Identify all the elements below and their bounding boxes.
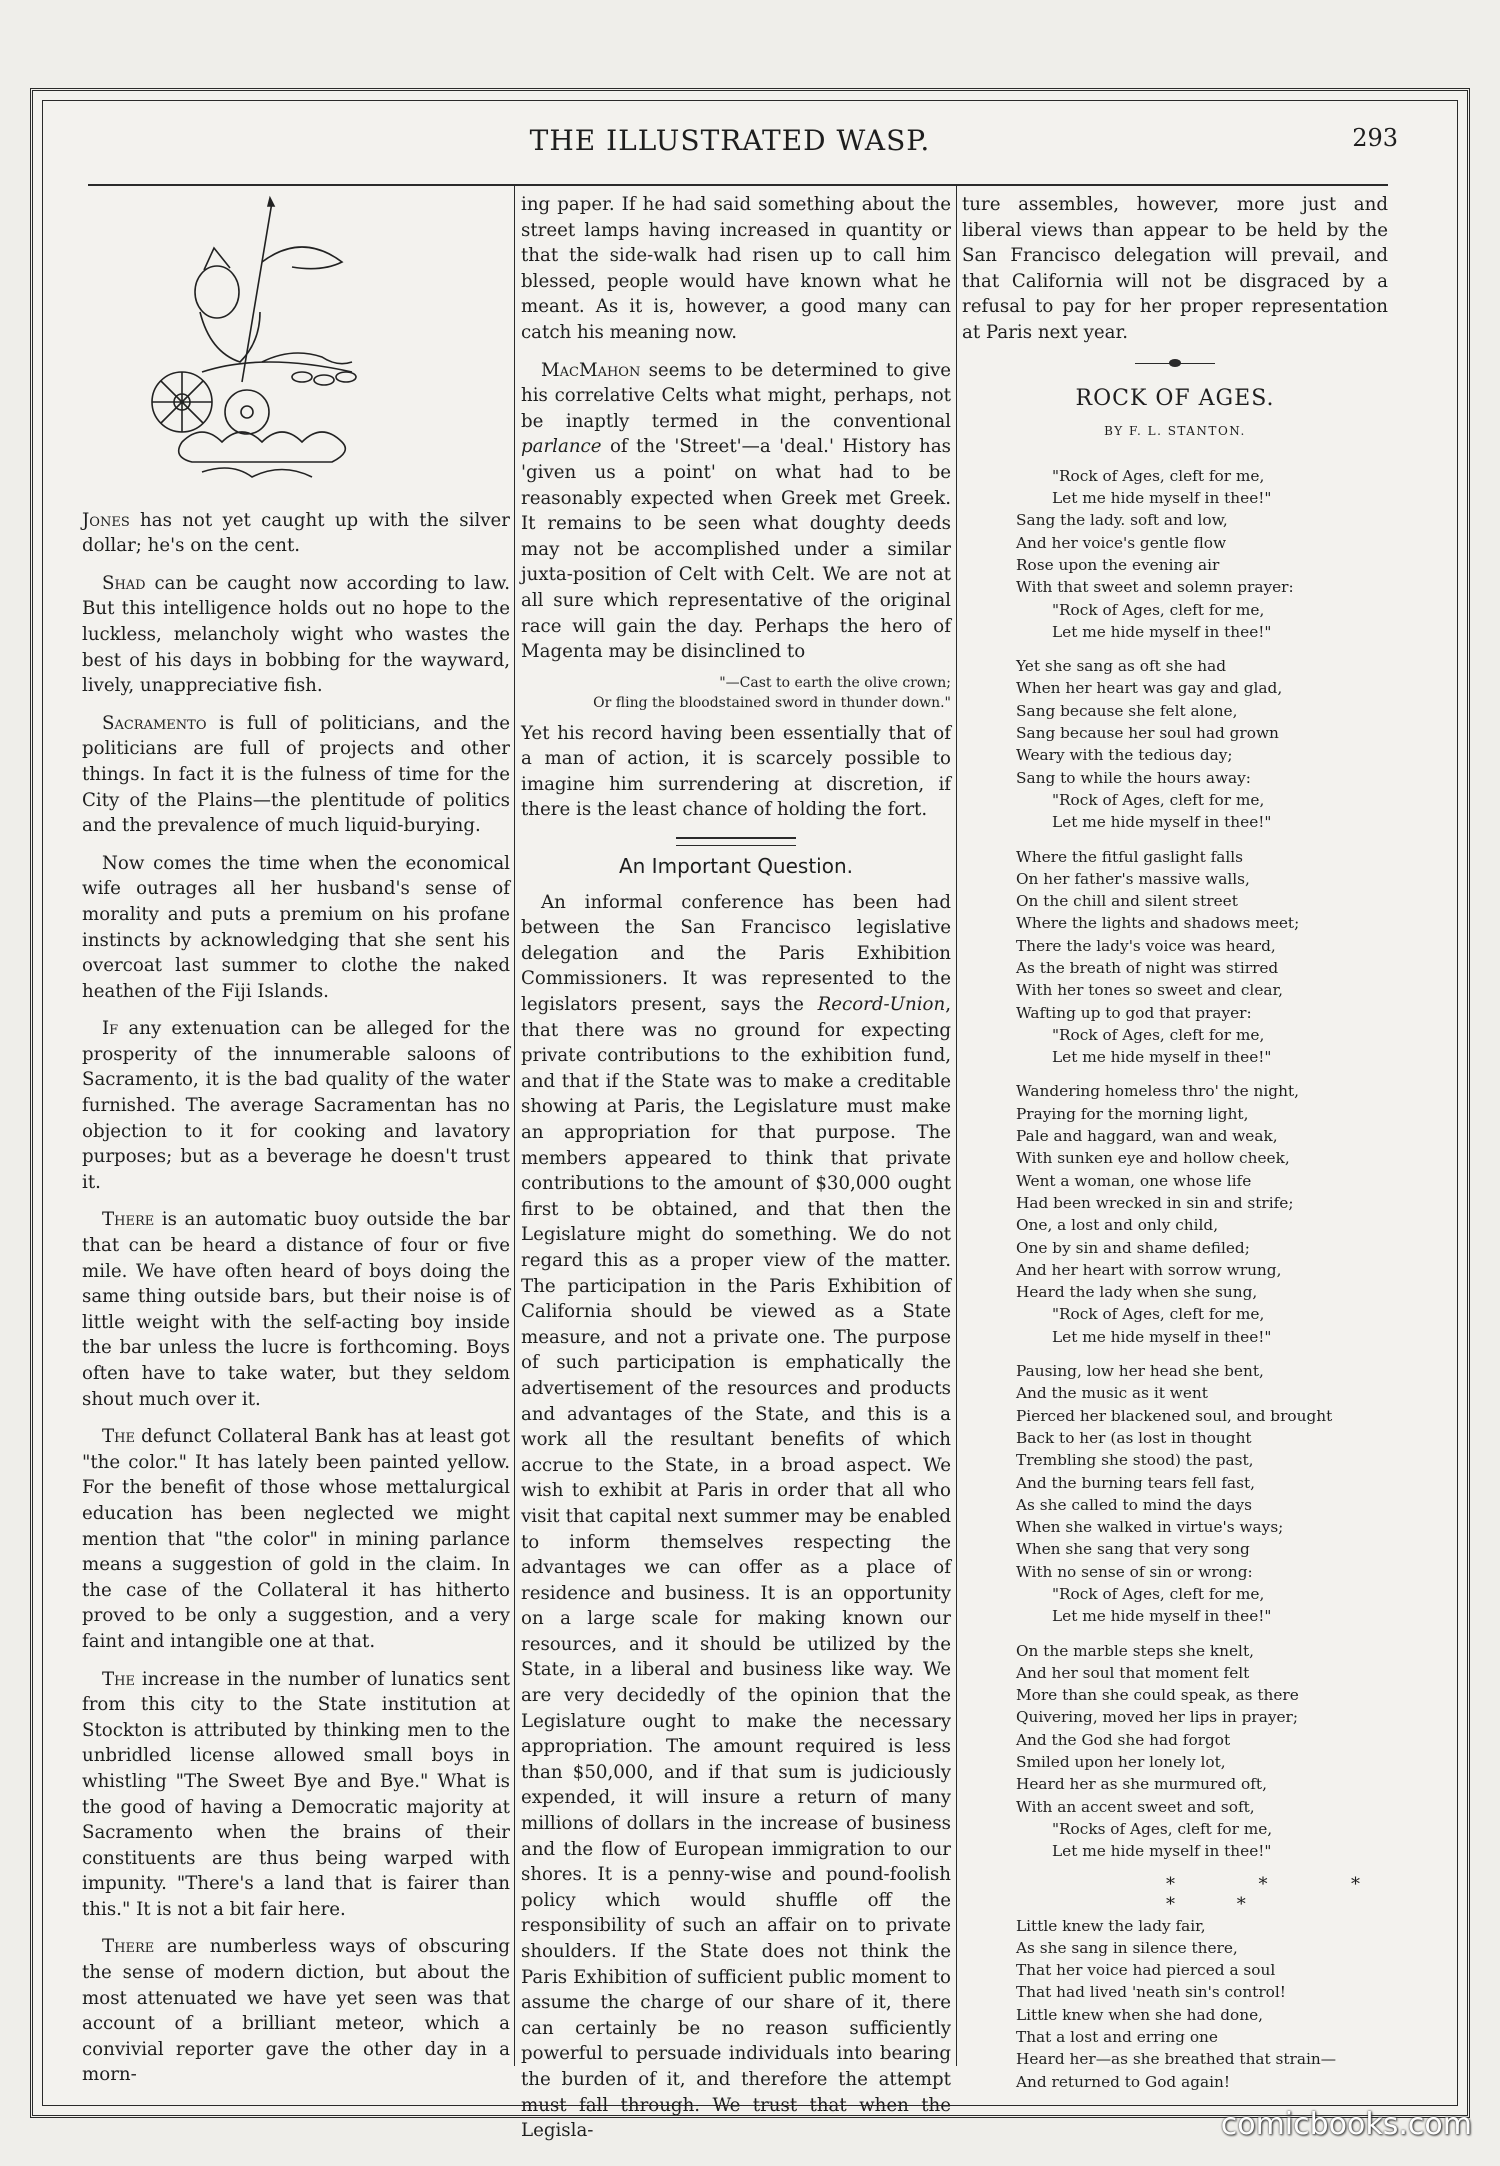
poem-line: Little knew the lady fair, (1016, 1916, 1206, 1935)
poem-line: Sang because her soul had grown (1016, 724, 1279, 743)
poem-line: Let me hide myself in thee!" (1052, 1048, 1272, 1067)
poem-line: When her heart was gay and glad, (1016, 679, 1283, 698)
paragraph-text: is full of politicians, and the politicians are full of projects and other things. In fact it is the fulness of time for the City of the Plains—the plentitude of politics and the prevalence of much liquid-burying. (82, 712, 510, 837)
poem-line: "Rocks of Ages, cleft for me, (1052, 1819, 1273, 1838)
poem-line: With an accent sweet and soft, (1016, 1797, 1255, 1816)
poem-line: With her tones so sweet and clear, (1016, 981, 1283, 1000)
poem-line: Pierced her blackened soul, and brought (1016, 1406, 1333, 1425)
poem-line: Heard her—as she breathed that strain— (1016, 2050, 1337, 2069)
poem-line: Let me hide myself in thee!" (1052, 622, 1272, 641)
poem-line: And her soul that moment felt (1016, 1663, 1250, 1682)
column-divider (956, 186, 957, 2066)
poem-line: Quivering, moved her lips in prayer; (1016, 1708, 1298, 1727)
poem-line: Back to her (as lost in thought (1016, 1428, 1252, 1447)
paragraph-text: comes the time when the economical wife outrages all her husband's sense of morality and puts a premium on his profane instincts by acknowledging that she sent his overcoat last summer to clothe the naked heathen of the Fiji Islands. (82, 852, 510, 1002)
poem-line: One by sin and shame defiled; (1016, 1238, 1250, 1257)
poem-line: Rose upon the evening air (1016, 555, 1220, 574)
poem-line: Wandering homeless thro' the night, (1016, 1082, 1299, 1101)
poem-line: That a lost and erring one (1016, 2028, 1218, 2047)
paragraph-text: is an automatic buoy outside the bar that can be heard a distance of four or five mile. We have often heard of boys doing the same thing outside bars, but their noise is of little weight with the self-acting boy inside the bar unless the lucre is forthcoming. Boys often have to take water, but they seldom shout much over it. (82, 1209, 510, 1410)
poem-stanza (1016, 655, 1388, 833)
poem-line: Smiled upon her lonely lot, (1016, 1753, 1226, 1772)
poem-line: When she sang that very song (1016, 1540, 1250, 1559)
poem-title: ROCK OF AGES. (1075, 385, 1275, 411)
poem-line: "Rock of Ages, cleft for me, (1052, 1585, 1265, 1603)
column-2 (521, 192, 951, 2156)
poem-line: "Rock of Ages, cleft for me, (1052, 1305, 1265, 1324)
chariot-illustration (142, 192, 372, 492)
paragraph-lead: There (102, 1209, 155, 1231)
poem-line: And the God she had forgot (1016, 1730, 1231, 1749)
paragraph-text: Yet his record having been essentially that of a man of action, it is scarcely possible to imagine him surrendering at discretion, if there is the least chance of holding the fort. (521, 722, 951, 821)
poem-line: "Rock of Ages, cleft for me, (1052, 1025, 1265, 1044)
poem-stanza (1016, 1360, 1388, 1628)
poem-line: Pausing, low her head she bent, (1016, 1362, 1264, 1381)
poem-line: On the marble steps she knelt, (1016, 1641, 1254, 1660)
poem-line: On the chill and silent street (1016, 892, 1238, 911)
continued-paragraph: ture assembles, however, more just and liberal views than appear to be held by the San Francisco delegation will prevail, and that California will not be disgraced by a refusal to pay for her proper representation at Paris next year. (962, 194, 1388, 343)
poem-line: "Rock of Ages, cleft for me, (1052, 790, 1265, 809)
poem-line: With that sweet and solemn prayer: (1016, 578, 1294, 597)
poem-line: Let me hide myself in thee!" (1052, 1327, 1272, 1346)
paragraph-lead: Now (102, 852, 145, 874)
header-rule (88, 184, 1388, 186)
masthead (60, 110, 1400, 170)
poem-line: Let me hide myself in thee!" (1052, 813, 1272, 832)
poem-line: "Rock of Ages, cleft for me, (1052, 466, 1265, 485)
article-heading: An Important Question. (618, 854, 854, 879)
paragraph-text: seems to be determined to give his correlative Celts what might, perhaps, not be inaptly termed in the conventional (521, 359, 951, 432)
poem-stanza (1016, 1915, 1388, 2093)
paragraph-text: defunct Collateral Bank has at least got "the color." It has lately been painted yellow. For the benefit of those whose mettalurgical education has been neglected we might mention that "the color" in mining parlance means a suggestion of gold in the claim. In the case of the Collateral it has hitherto proved to be only a suggestion, and a very faint and intangible one at that. (82, 1426, 510, 1652)
poem-body (962, 465, 1388, 2093)
poem-line: Sang because she felt alone, (1016, 701, 1238, 720)
paragraph-text: of the 'Street'—a 'deal.' History has 'given us a point' on what had to be reasonably expected when Greek met Greek. It remains to be seen what doughty deeds may not be accomplished under a similar juxta-position of Celt with Celt. We are not at all sure which representative of the original race will gain the day. Perhaps the hero of Magenta may be disinclined to (521, 436, 951, 663)
article-body (521, 890, 951, 2144)
verse-quote (521, 673, 951, 713)
poem-line: Where the fitful gaslight falls (1016, 847, 1244, 866)
poem-line: When she walked in virtue's ways; (1016, 1518, 1284, 1537)
paragraph-lead: If (102, 1018, 119, 1040)
paragraph-lead: Sacramento (102, 712, 207, 734)
poem-stanza (1016, 465, 1388, 643)
quote-line: Or fling the bloodstained sword in thunder down." (593, 694, 951, 711)
continued-paragraph: ing paper. If he had said something about the street lamps having increased in quantity or that the side-walk had risen up to call him blessed, people would have known what he meant. As it is, however, a good many can catch his meaning now. (521, 194, 951, 343)
poem-line: And her heart with sorrow wrung, (1016, 1260, 1282, 1279)
poem-line: One, a lost and only child, (1016, 1216, 1219, 1235)
paragraph-text: any extenuation can be alleged for the prosperity of the innumerable saloons of Sacramento, it is the bad quality of the water furnished. The average Sacramentan has no objection to it for cooking and lavatory purposes; but as a beverage he doesn't trust it. (82, 1018, 510, 1193)
poem-line: Let me hide myself in thee!" (1052, 1607, 1272, 1626)
paragraph-lead: Jones (82, 509, 130, 531)
quote-line: "—Cast to earth the olive crown; (719, 674, 951, 691)
poem-line: Went a woman, one whose life (1016, 1171, 1252, 1190)
column-divider (514, 186, 515, 2066)
poem-line: With sunken eye and hollow cheek, (1016, 1149, 1290, 1168)
column-3 (962, 192, 1388, 2105)
section-divider (676, 837, 796, 846)
poem-line: Trembling she stood) the past, (1016, 1451, 1254, 1470)
poem-line: As the breath of night was stirred (1016, 958, 1279, 977)
poem-line: Weary with the tedious day; (1016, 746, 1233, 765)
poem-line: Yet she sang as oft she had (1016, 657, 1227, 676)
paragraph-text: can be caught now according to law. But this intelligence holds out no hope to the luckless, melancholy wight who wastes the best of his days in bobbing for the wayward, lively, unappreciative fish. (82, 572, 510, 697)
poem-line: And her voice's gentle flow (1016, 533, 1227, 552)
poem-line: Where the lights and shadows meet; (1016, 914, 1300, 933)
poem-line: Wafting up to god that prayer: (1016, 1003, 1252, 1022)
poem-stanza (1016, 1080, 1388, 1348)
poem-stanza (1016, 1640, 1388, 1863)
poem-line: Pale and haggard, wan and weak, (1016, 1127, 1278, 1146)
poem-line: On her father's massive walls, (1016, 869, 1250, 888)
poem-line: And the burning tears fell fast, (1016, 1473, 1256, 1492)
poem-line: With no sense of sin or wrong: (1016, 1562, 1253, 1581)
poem-line: That had lived 'neath sin's control! (1016, 1983, 1286, 2002)
paragraph-lead: The (102, 1426, 135, 1448)
poem-line: Little knew when she had done, (1016, 2005, 1264, 2024)
watermark: comicbooks.com (1220, 2107, 1472, 2142)
paragraph-text: , that there was no ground for expecting private contributions to the exhibition fund, and that if the State was to make a creditable showing at Paris, the Legislature must make an appropriation for that purpose. The members appeared to think that private contributions to the amount of $30,000 ought first to be obtained, and that then the Legislature might do something. We do not regard this as a proper view of the matter. The participation in the Paris Exhibition of California should be viewed as a State measure, and not a private one. The purpose of such participation is emphatically the advertisement of the resources and products and advantages of the State, and this is a work all the resultant benefits of which accrue to the State, in a broad aspect. We wish to exhibit at Paris in order that all who visit that capital next summer may be enabled to inform themselves respecting the advantages we can offer as a place of residence and business. It is an opportunity on a large scale for making known our resources, and it should be utilized by the State, in a liberal and business like way. We are very decidedly of the opinion that the Legislature ought to make the necessary appropriation. The amount required is less than $50,000, and if that sum is judiciously expended, it will insure a return of many millions of dollars in the increase of business and the flow of European immigration to our shores. It is a penny-wise and pound-foolish policy which would shuffle off the responsibility of such an affair on to private shoulders. If the State does not think the Paris Exhibition of sufficient public moment to assume the charge of our share of it, there can certainly be no reason sufficiently powerful to persuade individuals into bearing the burden of it, and therefore the attempt must fall through. We trust that when the Legisla- (521, 994, 951, 2142)
poem-line: Let me hide myself in thee!" (1052, 489, 1272, 508)
paragraph-text: An informal conference has been had between the San Francisco legislative delegation and the Paris Exhibition Commissioners. It was represented to the legislators present, says the (521, 891, 951, 1016)
macmahon-paragraph (521, 358, 951, 665)
poem-line: Heard the lady when she sung, (1016, 1283, 1258, 1302)
italic-source: Record-Union (817, 994, 946, 1016)
poem-line: That her voice had pierced a soul (1016, 1961, 1276, 1980)
poem-line: Sang the lady. soft and low, (1016, 511, 1228, 530)
page-number: 293 (1352, 124, 1398, 152)
poem-line: Heard her as she murmured oft, (1016, 1775, 1267, 1794)
paragraph-lead: There (102, 1936, 155, 1958)
paragraph-text: increase in the number of lunatics sent from this city to the State institution at Stockton is attributed by thinking men to the unbridled license allowed small boys in whistling "The Sweet Bye and Bye." What is the good of having a Democratic majority at Sacramento when the brains of their constituents are thus being warped with impunity. "There's a land that is fairer than this." It is not a bit fair here. (82, 1668, 510, 1920)
poem-byline: BY F. L. STANTON. (1104, 424, 1246, 439)
poem-line: "Rock of Ages, cleft for me, (1052, 600, 1265, 619)
publication-title: THE ILLUSTRATED WASP. (529, 124, 931, 157)
poem-line: There the lady's voice was heard, (1016, 936, 1276, 955)
poem-line: As she sang in silence there, (1016, 1938, 1238, 1957)
ornament-divider (1135, 358, 1215, 368)
poem-line: Had been wrecked in sin and strife; (1016, 1193, 1294, 1212)
italic-term: parlance (521, 436, 602, 458)
section-stars: * * * * * (1166, 1873, 1388, 1915)
poem-stanza (1016, 846, 1388, 1069)
column-1 (82, 192, 510, 2100)
paragraph-lead: Shad (102, 572, 146, 594)
poem-line: Praying for the morning light, (1016, 1104, 1249, 1123)
poem-line: More than she could speak, as there (1016, 1686, 1299, 1705)
paragraph-lead: The (102, 1668, 135, 1690)
paragraph-lead: MacMahon (541, 359, 641, 381)
paragraph-text: has not yet caught up with the silver dollar; he's on the cent. (82, 509, 510, 557)
poem-line: Sang to while the hours away: (1016, 768, 1251, 787)
poem-line: As she called to mind the days (1016, 1495, 1252, 1514)
paragraph-text: are numberless ways of obscuring the sense of modern diction, but about the most attenuated we have yet seen was that account of a brilliant meteor, which a convivial reporter gave the other day in a morn- (82, 1936, 510, 2086)
poem-line: Let me hide myself in thee!" (1052, 1842, 1272, 1861)
poem-line: And the music as it went (1016, 1384, 1208, 1403)
poem-line: And returned to God again! (1016, 2072, 1231, 2091)
